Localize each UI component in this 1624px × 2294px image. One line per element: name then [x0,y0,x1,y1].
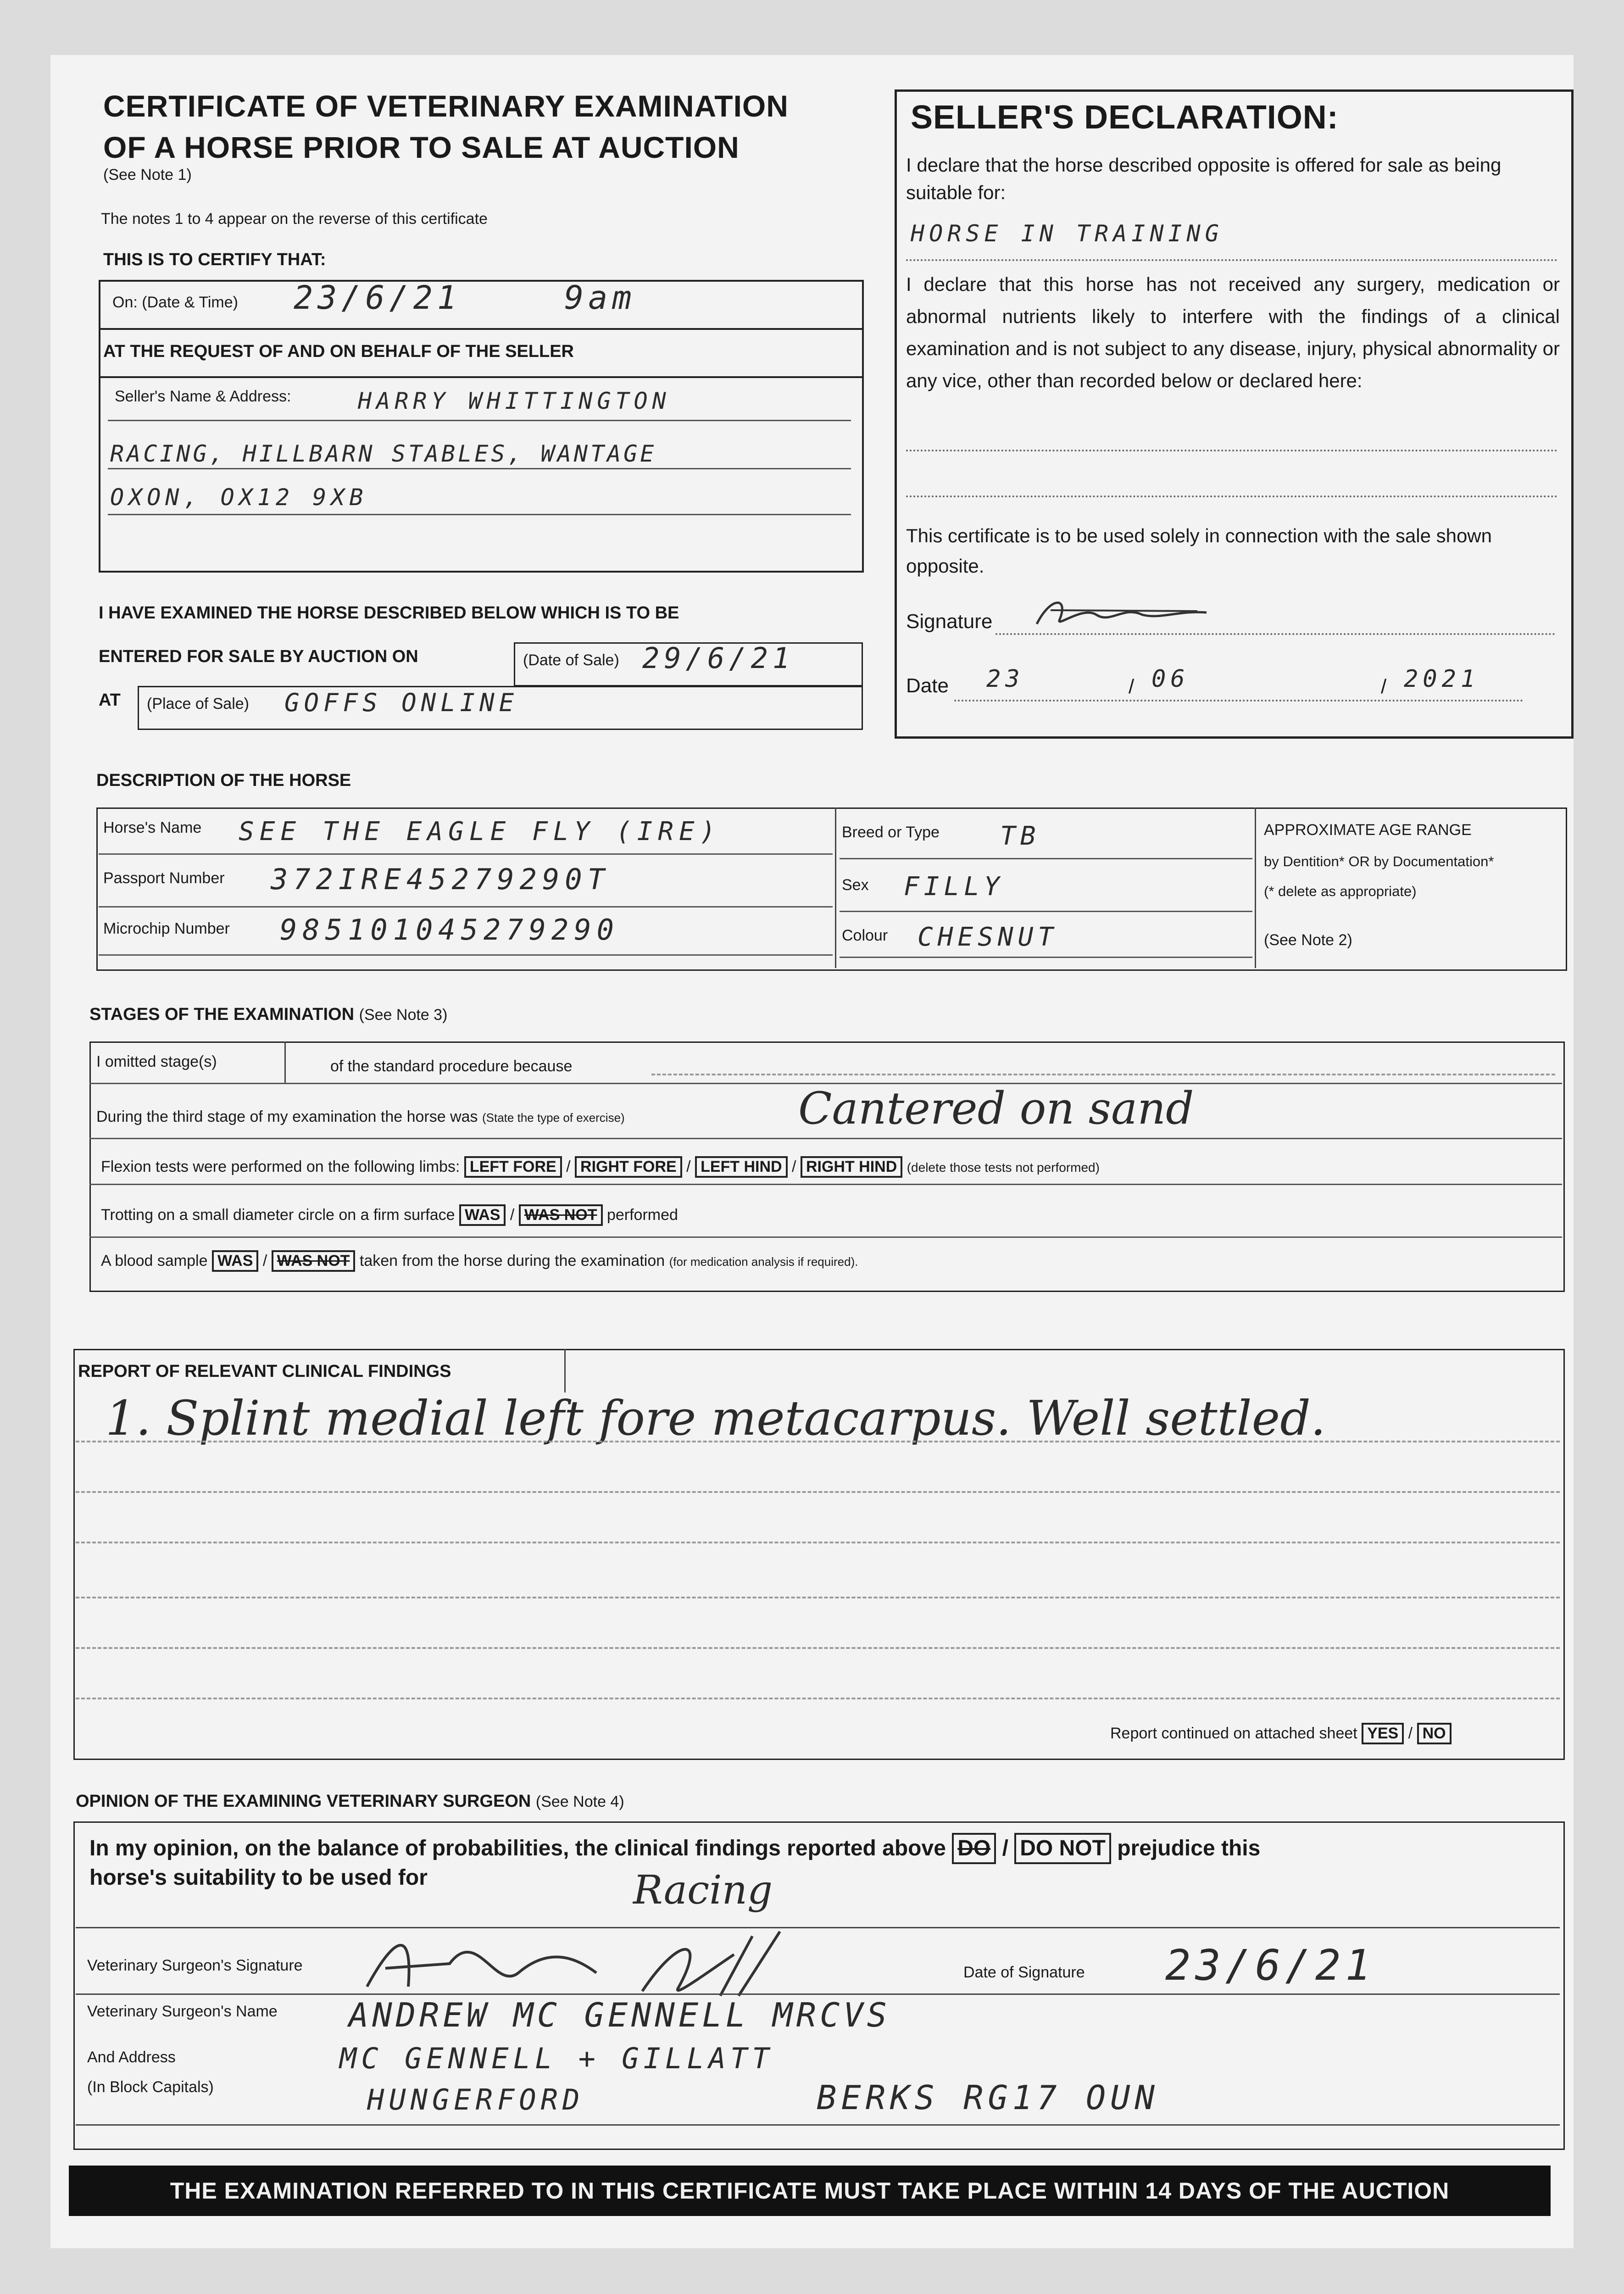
declaration-title: SELLER'S DECLARATION: [911,99,1339,136]
address-label-1: And Address [87,2049,176,2066]
flexion-left-fore[interactable]: LEFT FORE [464,1156,562,1178]
notes-text: The notes 1 to 4 appear on the reverse of this certificate [101,210,488,228]
sex-label: Sex [842,876,869,894]
passport-value[interactable]: 372IRE45279290T [271,863,610,896]
microchip-value[interactable]: 985101045279290 [280,913,619,947]
trotting-was[interactable]: WAS [459,1204,506,1226]
trotting-row: Trotting on a small diameter circle on a firm surface WAS / WAS NOT performed [101,1204,678,1226]
opinion-use[interactable]: Racing [633,1867,773,1913]
breed-label: Breed or Type [842,824,940,841]
seller-line-1[interactable]: HARRY WHITTINGTON [358,388,671,414]
flexion-right-hind[interactable]: RIGHT HIND [801,1156,902,1178]
vet-address-line-2[interactable]: HUNGERFORD [367,2083,584,2116]
on-date-time-label: On: (Date & Time) [112,294,238,311]
seller-signature [1032,592,1216,638]
declaration-text-2: I declare that this horse has not received any surgery, medication or abnormal nutrients likely to interfere with the findings of a clinical examination and is not subject to any disease, injury, physical abnormality or any vice, other than recorded below or declared here: [906,273,1560,391]
place-of-sale-value[interactable]: GOFFS ONLINE [284,688,519,717]
seller-box [99,280,864,573]
address-label-2: (In Block Capitals) [87,2078,214,2096]
seller-line-2[interactable]: RACING, HILLBARN STABLES, WANTAGE [110,440,657,467]
sex-value[interactable]: FILLY [904,872,1004,902]
flexion-tests-row: Flexion tests were performed on the following limbs: LEFT FORE / RIGHT FORE / LEFT HIND / RIGHT HIND (delete those tests not performed) [101,1156,1100,1178]
declaration-date-year[interactable]: 2021 [1404,665,1480,693]
trotting-was-not[interactable]: WAS NOT [519,1204,603,1226]
date-of-sale-label: (Date of Sale) [523,651,619,669]
vet-address-line-3[interactable]: BERKS RG17 OUN [817,2078,1159,2117]
declaration-date-day[interactable]: 23 [986,665,1024,693]
age-range-method: by Dentition* OR by Documentation* [1264,853,1494,869]
vet-signature [358,1918,908,2000]
horse-name-label: Horse's Name [103,819,202,836]
see-note-1: (See Note 1) [103,166,192,184]
vet-name-value[interactable]: ANDREW MC GENNELL MRCVS [349,1996,890,2034]
vet-signature-label: Veterinary Surgeon's Signature [87,1957,303,1974]
third-stage-label: During the third stage of my examination the horse was (State the type of exercise) [96,1108,625,1125]
omitted-stages-label: I omitted stage(s) [96,1053,217,1070]
certify-heading: THIS IS TO CERTIFY THAT: [103,250,326,269]
vet-name-label: Veterinary Surgeon's Name [87,2003,278,2020]
seller-name-label: Seller's Name & Address: [115,388,291,405]
horse-section-heading: DESCRIPTION OF THE HORSE [96,771,351,790]
omitted-stages-because: of the standard procedure because [330,1058,573,1075]
date-of-signature-value[interactable]: 23/6/21 [1165,1941,1375,1990]
colour-label: Colour [842,927,888,944]
microchip-label: Microchip Number [103,920,230,937]
opinion-do-not[interactable]: DO NOT [1014,1833,1111,1864]
report-continued-yes[interactable]: YES [1362,1723,1404,1744]
third-stage-exercise[interactable]: Cantered on sand [798,1083,1194,1134]
blood-sample-row: A blood sample WAS / WAS NOT taken from the horse during the examination (for medication analysis if required). [101,1250,858,1272]
place-of-sale-label: (Place of Sale) [147,695,249,713]
declaration-text-3: This certificate is to be used solely in connection with the sale shown opposite. [906,525,1492,577]
declaration-text-1: I declare that the horse described opposite is offered for sale as being suitable for: [906,154,1502,203]
seller-line-3[interactable]: OXON, OX12 9XB [110,484,368,511]
declaration-signature-label: Signature [906,610,993,633]
footer-banner: THE EXAMINATION REFERRED TO IN THIS CERTIFICATE MUST TAKE PLACE WITHIN 14 DAYS OF THE AUCTION [69,2166,1551,2216]
report-finding-1[interactable]: 1. Splint medial left fore metacarpus. Well settled. [106,1390,1326,1446]
report-heading: REPORT OF RELEVANT CLINICAL FINDINGS [78,1362,451,1381]
report-continued-row: Report continued on attached sheet YES / NO [1110,1723,1452,1744]
stages-heading: STAGES OF THE EXAMINATION (See Note 3) [89,1005,448,1024]
declaration-date-label: Date [906,674,949,697]
examined-line-1: I HAVE EXAMINED THE HORSE DESCRIBED BELOW WHICH IS TO BE [99,603,679,623]
title-line-2: OF A HORSE PRIOR TO SALE AT AUCTION [103,130,740,164]
on-time-value[interactable]: 9am [564,279,636,317]
flexion-left-hind[interactable]: LEFT HIND [695,1156,788,1178]
horse-name-value[interactable]: SEE THE EAGLE FLY (IRE) [239,817,721,846]
vet-address-line-1[interactable]: MC GENNELL + GILLATT [339,2042,774,2075]
opinion-do[interactable]: DO [952,1833,996,1864]
date-of-sale-value[interactable]: 29/6/21 [642,641,795,675]
title-line-1: CERTIFICATE OF VETERINARY EXAMINATION [103,89,789,123]
examined-line-2: ENTERED FOR SALE BY AUCTION ON [99,647,418,666]
opinion-statement: In my opinion, on the balance of probabilities, the clinical findings reported above DO / DO NOT prejudice this horse's suitability to be used for [89,1833,1548,1892]
on-date-value[interactable]: 23/6/21 [294,279,462,317]
request-heading: AT THE REQUEST OF AND ON BEHALF OF THE SELLER [103,342,574,361]
colour-value[interactable]: CHESNUT [918,922,1058,952]
passport-label: Passport Number [103,869,225,887]
declaration-date-month[interactable]: 06 [1151,665,1190,693]
age-range-heading: APPROXIMATE AGE RANGE [1264,821,1472,839]
report-continued-no[interactable]: NO [1417,1723,1452,1744]
blood-was[interactable]: WAS [212,1250,258,1272]
age-range-see-note: (See Note 2) [1264,931,1352,949]
declaration-suitable-for[interactable]: HORSE IN TRAINING [911,220,1224,247]
flexion-right-fore[interactable]: RIGHT FORE [575,1156,682,1178]
date-of-signature-label: Date of Signature [963,1964,1085,1981]
age-range-delete-note: (* delete as appropriate) [1264,883,1417,899]
at-label: AT [99,690,121,710]
breed-value[interactable]: TB [1000,821,1040,851]
blood-was-not[interactable]: WAS NOT [272,1250,356,1272]
opinion-heading: OPINION OF THE EXAMINING VETERINARY SURGEON (See Note 4) [76,1792,624,1811]
